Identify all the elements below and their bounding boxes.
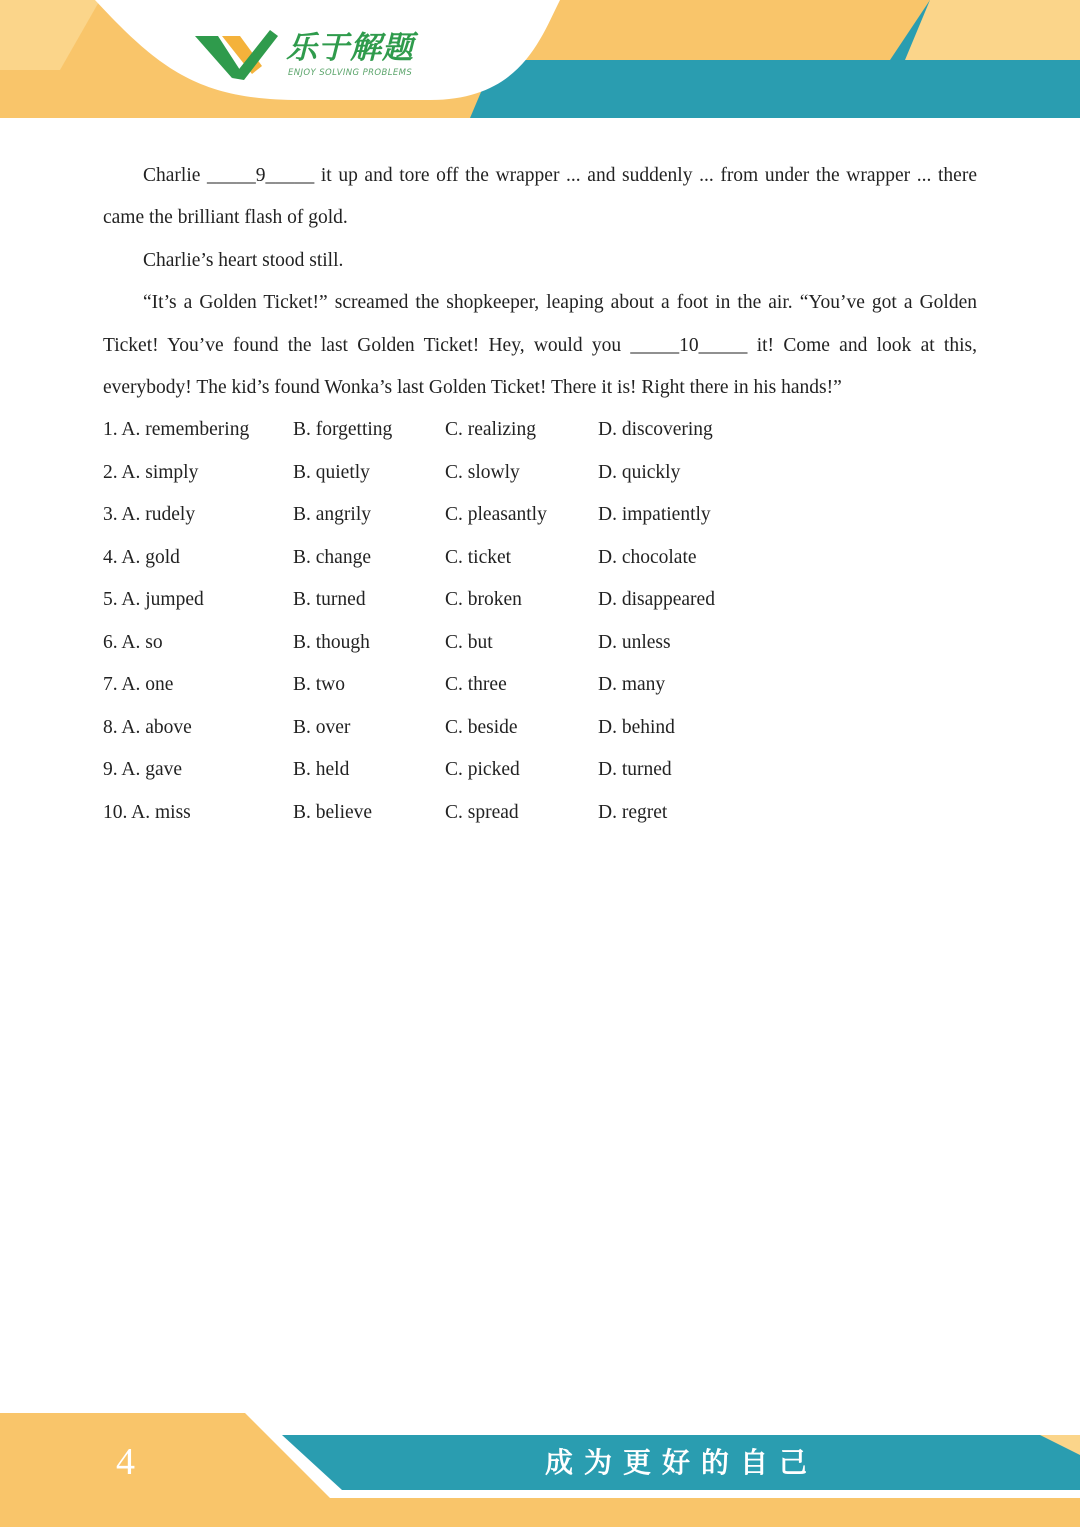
- option-a: 10. A. miss: [103, 801, 191, 823]
- passage-paragraph-1: [103, 155, 977, 240]
- text-run: it up and tore off the wrapper ... and suddenly ... from under the wrapper ... there came the brilliant flash of gold.: [103, 165, 977, 229]
- text-run: it! Come and look at this, everybody! The kid’s found Wonka’s last Golden Ticket! There it is! Right there in his hands!”: [103, 334, 977, 399]
- option-b: B. believe: [293, 801, 373, 823]
- passage-paragraph-3: [103, 282, 977, 409]
- brand-tagline: ENJOY SOLVING PROBLEMS: [288, 68, 413, 78]
- option-b: B. two: [293, 674, 346, 696]
- option-c: C. realizing: [445, 419, 536, 441]
- option-c: C. three: [445, 674, 507, 696]
- option-row: [103, 452, 977, 495]
- footer-banner-graphic: [0, 1410, 1080, 1527]
- option-d: D. behind: [598, 716, 675, 738]
- document-body: [103, 155, 977, 834]
- option-row: [103, 622, 977, 665]
- option-a: 5. A. jumped: [103, 589, 204, 611]
- page-header: [0, 0, 1080, 130]
- option-a: 7. A. one: [103, 674, 174, 696]
- option-c: C. broken: [445, 589, 522, 611]
- option-row: [103, 664, 977, 707]
- page-footer: [0, 1410, 1080, 1527]
- option-d: D. chocolate: [598, 546, 697, 568]
- header-banner-graphic: [0, 0, 1080, 130]
- option-a: 3. A. rudely: [103, 504, 196, 526]
- option-a: 6. A. so: [103, 631, 163, 653]
- option-row: [103, 409, 977, 452]
- option-d: D. impatiently: [598, 504, 711, 526]
- option-d: D. many: [598, 674, 666, 696]
- text-run: “It’s a Golden Ticket!” screamed the shopkeeper, leaping about a foot in the air. “You’ve got a Golden Ticket! You’ve found the last Golden Ticket! Hey, would you: [103, 292, 977, 356]
- blank-9: _____9_____: [207, 165, 315, 186]
- option-a: 2. A. simply: [103, 461, 199, 483]
- option-row: [103, 494, 977, 537]
- option-row: [103, 579, 977, 622]
- option-a: 8. A. above: [103, 716, 192, 738]
- option-b: B. quietly: [293, 461, 370, 483]
- option-row: [103, 792, 977, 835]
- option-c: C. spread: [445, 801, 519, 823]
- footer-slogan: 成为更好的自己: [545, 1446, 819, 1479]
- option-c: C. picked: [445, 759, 520, 781]
- text-run: Charlie: [143, 165, 208, 186]
- option-c: C. but: [445, 631, 493, 653]
- option-a: 4. A. gold: [103, 546, 180, 568]
- option-d: D. disappeared: [598, 589, 715, 611]
- option-row: [103, 749, 977, 792]
- option-d: D. turned: [598, 759, 672, 781]
- page-number: 4: [116, 1441, 135, 1483]
- option-a: 9. A. gave: [103, 759, 183, 781]
- option-d: D. quickly: [598, 461, 681, 483]
- option-b: B. held: [293, 759, 350, 781]
- option-b: B. angrily: [293, 504, 371, 526]
- option-c: C. ticket: [445, 546, 512, 568]
- option-d: D. regret: [598, 801, 668, 823]
- option-a: 1. A. remembering: [103, 419, 250, 441]
- option-d: D. unless: [598, 631, 671, 653]
- option-b: B. change: [293, 546, 371, 568]
- option-row: [103, 707, 977, 750]
- answer-options: [103, 409, 977, 834]
- option-c: C. pleasantly: [445, 504, 547, 526]
- option-row: [103, 537, 977, 580]
- blank-10: _____10_____: [630, 334, 748, 356]
- option-b: B. over: [293, 716, 351, 738]
- option-b: B. turned: [293, 589, 366, 611]
- option-b: B. forgetting: [293, 419, 393, 441]
- option-d: D. discovering: [598, 419, 713, 441]
- option-c: C. slowly: [445, 461, 520, 483]
- option-b: B. though: [293, 631, 370, 653]
- brand-name-cn: 乐于解题: [286, 30, 414, 66]
- option-c: C. beside: [445, 716, 518, 738]
- passage-paragraph-2: Charlie’s heart stood still.: [143, 249, 344, 271]
